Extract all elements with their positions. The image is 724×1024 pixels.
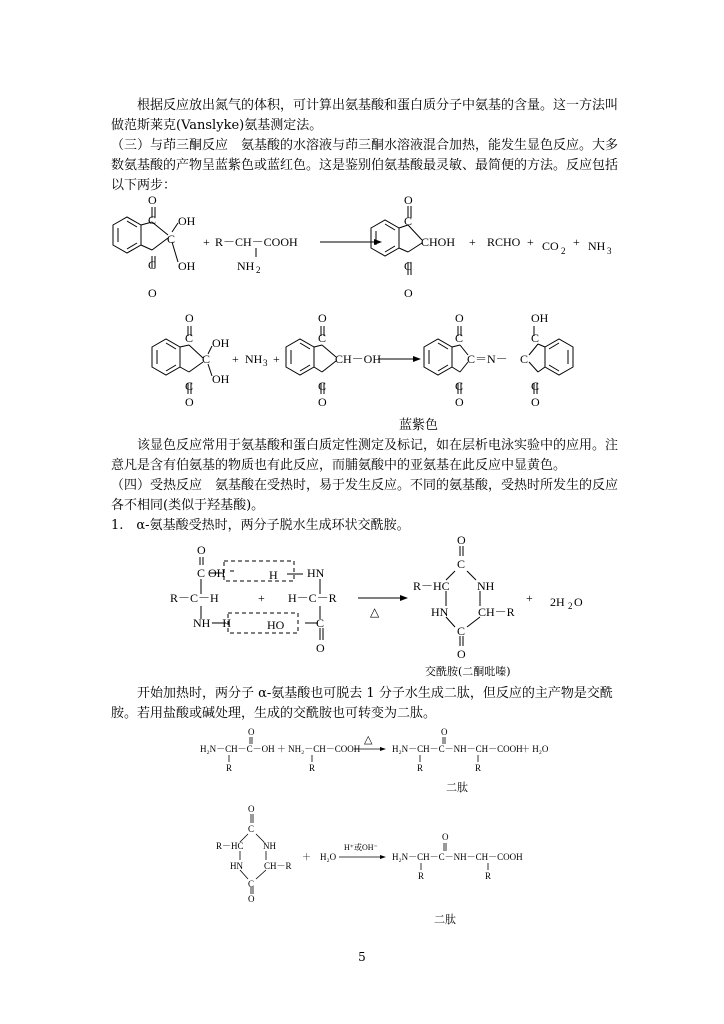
svg-text:R: R	[417, 763, 424, 773]
svg-text:C: C	[185, 331, 194, 345]
svg-text:C: C	[316, 616, 325, 630]
svg-text:O: O	[197, 543, 206, 557]
svg-text:+: +	[273, 352, 280, 366]
svg-text:C: C	[457, 557, 466, 571]
svg-text:O: O	[318, 395, 327, 409]
svg-text:OH: OH	[531, 311, 549, 325]
svg-text:O: O	[148, 193, 157, 207]
svg-text:3: 3	[607, 246, 612, 256]
svg-text:C: C	[318, 379, 327, 393]
svg-text:O: O	[457, 533, 466, 547]
svg-text:C: C	[148, 213, 157, 227]
svg-text:△: △	[364, 734, 373, 746]
svg-text:R－CH－COOH: R－CH－COOH	[215, 235, 298, 249]
svg-text:NH－H: NH－H	[193, 616, 231, 630]
svg-text:HN: HN	[230, 861, 243, 871]
svg-text:NH: NH	[237, 259, 255, 273]
svg-text:HO: HO	[267, 618, 285, 632]
paragraph-heat-item-1: 1. α-氨基酸受热时，两分子脱水生成环状交酰胺。	[111, 518, 410, 533]
svg-text:C: C	[404, 214, 413, 228]
paragraph-dipeptide-note: 开始加热时，两分子 α-氨基酸也可脱去 1 分子水生成二肽，但反应的主产物是交酰胺。若用盐酸或碱处理，生成的交酰胺也可转变为二肽。	[111, 686, 613, 721]
svg-text:CH－OH: CH－OH	[335, 352, 382, 366]
svg-text:H₂N－CH－C－NH－CH－COOH: H₂N－CH－C－NH－CH－COOH	[392, 744, 523, 754]
svg-text:HN: HN	[307, 566, 325, 580]
svg-text:O: O	[441, 727, 448, 737]
svg-text:C: C	[248, 824, 255, 834]
svg-text:O: O	[457, 647, 466, 661]
svg-text:＋ H₂O: ＋ H₂O	[302, 852, 337, 862]
svg-text:CH－R: CH－R	[264, 861, 292, 871]
svg-text:2: 2	[568, 601, 573, 611]
caption-dipeptide-2: 二肽	[434, 913, 456, 926]
svg-text:H: H	[269, 568, 278, 582]
svg-text:+: +	[232, 352, 239, 366]
caption-dipeptide-1: 二肽	[446, 781, 468, 794]
svg-text:＋ H₂O: ＋ H₂O	[521, 744, 549, 754]
svg-text:R: R	[475, 763, 482, 773]
svg-text:RCHO: RCHO	[487, 235, 521, 249]
svg-text:+: +	[526, 591, 533, 605]
svg-text:+: +	[527, 235, 534, 249]
svg-text:O: O	[455, 395, 464, 409]
caption-diketopiperazine: 交酰胺(二酮吡嗪)	[425, 665, 511, 678]
svg-text:O: O	[404, 193, 413, 207]
svg-text:O: O	[248, 804, 255, 814]
svg-text:O: O	[404, 286, 413, 300]
svg-text:C: C	[318, 331, 327, 345]
svg-text:+: +	[573, 235, 580, 249]
svg-text:R: R	[309, 763, 316, 773]
svg-text:OH: OH	[208, 566, 226, 580]
svg-text:OH: OH	[212, 372, 230, 386]
svg-text:R－HC: R－HC	[413, 579, 450, 593]
page-number: 5	[358, 950, 366, 964]
svg-text:R: R	[485, 871, 492, 881]
paragraph-color-reaction-note: 该显色反应常用于氨基酸和蛋白质定性测定及标记，如在层析电泳实验中的应用。注意凡是含有伯氨基的物质也有此反应，而脯氨酸中的亚氨基在此反应中显黄色。	[111, 438, 619, 473]
svg-text:+: +	[203, 235, 210, 249]
svg-text:H⁺或OH⁻: H⁺或OH⁻	[344, 843, 378, 852]
svg-text:CH－R: CH－R	[478, 605, 515, 619]
svg-text:O: O	[531, 395, 540, 409]
svg-text:+: +	[469, 235, 476, 249]
svg-text:△: △	[370, 605, 380, 619]
svg-text:OH: OH	[178, 259, 196, 273]
svg-text:O: O	[318, 311, 327, 325]
svg-text:H₂N－CH－C－NH－CH－COOH: H₂N－CH－C－NH－CH－COOH	[392, 852, 523, 862]
svg-text:C: C	[202, 352, 211, 366]
svg-text:O: O	[185, 311, 194, 325]
svg-text:O: O	[574, 595, 583, 609]
svg-text:NH: NH	[263, 841, 276, 851]
svg-text:O: O	[248, 894, 255, 904]
svg-text:NH: NH	[588, 239, 606, 253]
svg-text:O: O	[442, 832, 449, 842]
svg-text:CO: CO	[542, 239, 559, 253]
svg-text:C: C	[457, 624, 466, 638]
svg-text:OH: OH	[178, 214, 196, 228]
svg-text:R－HC: R－HC	[216, 841, 244, 851]
svg-text:NH: NH	[477, 579, 495, 593]
svg-text:C: C	[531, 379, 540, 393]
svg-text:O: O	[455, 311, 464, 325]
svg-text:C: C	[185, 379, 194, 393]
svg-text:3: 3	[263, 358, 268, 368]
svg-text:O: O	[185, 395, 194, 409]
svg-text:C: C	[531, 331, 540, 345]
svg-text:O: O	[148, 286, 157, 300]
svg-text:2H: 2H	[550, 595, 565, 609]
caption-blue-purple: 蓝紫色	[399, 418, 439, 433]
paragraph-heat-reaction-intro: （四）受热反应 氨基酸在受热时，易于发生反应。不同的氨基酸，受热时所发生的反应各不相同(类似于羟基酸)。	[111, 478, 619, 513]
svg-text:2: 2	[256, 265, 261, 275]
svg-text:R－C－H: R－C－H	[170, 591, 219, 605]
svg-text:H－C－R: H－C－R	[288, 591, 337, 605]
svg-text:NH: NH	[245, 352, 263, 366]
svg-text:CHOH: CHOH	[421, 235, 456, 249]
svg-text:+: +	[258, 591, 265, 605]
svg-text:R: R	[418, 871, 425, 881]
svg-text:C: C	[455, 379, 464, 393]
svg-text:C: C	[404, 259, 413, 273]
svg-text:2: 2	[561, 246, 566, 256]
svg-text:C: C	[148, 258, 157, 272]
svg-text:C: C	[520, 352, 529, 366]
svg-text:O: O	[248, 727, 255, 737]
svg-text:O: O	[316, 641, 325, 655]
paragraph-vanslyke: 根据反应放出氮气的体积，可计算出氨基酸和蛋白质分子中氨基的含量。这一方法叫做范斯莱克(Vanslyke)氨基测定法。	[111, 98, 619, 133]
paragraph-ninhydrin-intro: （三）与茚三酮反应 氨基酸的水溶液与茚三酮水溶液混合加热，能发生显色反应。大多数氨基酸的产物呈蓝紫色或蓝红色。这是鉴别伯氨基酸最灵敏、最简便的方法。反应包括以下两步：	[111, 138, 619, 193]
svg-text:H₂N－CH－C－OH ＋ NH₂－CH－COOH: H₂N－CH－C－OH ＋ NH₂－CH－COOH	[200, 744, 361, 754]
svg-text:C＝N－: C＝N－	[467, 352, 508, 366]
svg-text:C: C	[197, 566, 206, 580]
svg-text:C: C	[455, 331, 464, 345]
svg-text:OH: OH	[212, 336, 230, 350]
svg-text:R: R	[226, 763, 233, 773]
svg-text:C: C	[248, 879, 255, 889]
svg-text:C: C	[167, 232, 176, 246]
svg-text:HN: HN	[431, 605, 449, 619]
